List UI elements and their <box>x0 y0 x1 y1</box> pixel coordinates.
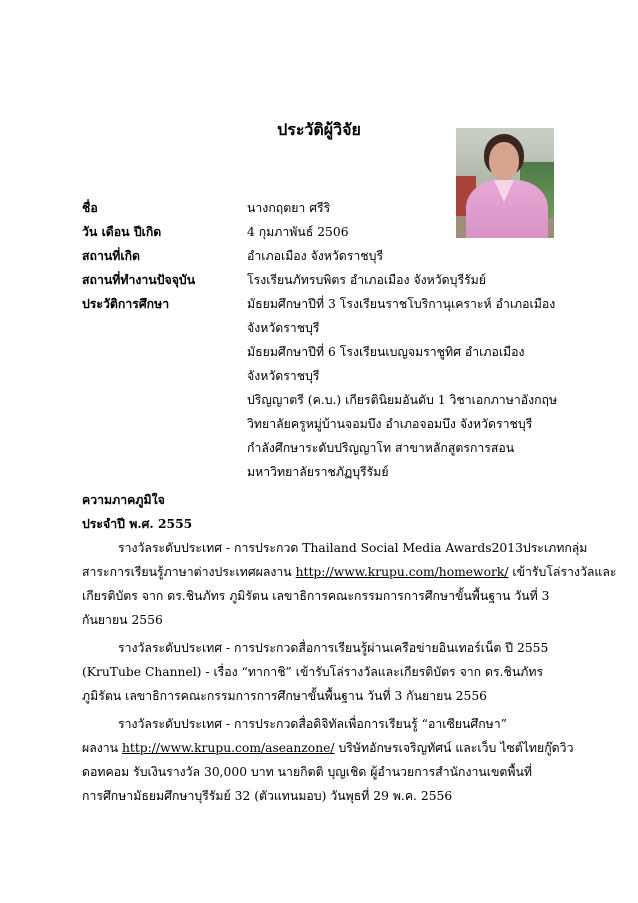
award-3-line: การศึกษามัธยมศึกษาบุรีรัมย์ 32 (ตัวแทนมอบ) วันพุธที่ 29 พ.ค. 2556 <box>82 789 453 803</box>
award-3-line: ผลงาน http://www.krupu.com/aseanzone/ บริษัทอักษรเจริญทัศน์ และเว็บ ไซต์ไทยกู๊ดวิว <box>82 741 574 755</box>
name-value: นางกฤตยา ศรีริ <box>247 201 331 215</box>
birthplace-label: สถานที่เกิด <box>82 248 141 263</box>
workplace-label: สถานที่ทำงานปัจจุบัน <box>82 272 196 287</box>
education-line: มัธยมศึกษาปีที่ 6 โรงเรียนเบญจมราชูทิศ อำเภอเมือง <box>247 345 525 359</box>
researcher-photo <box>456 128 554 238</box>
page-title: ประวัติผู้วิจัย <box>277 120 361 139</box>
education-line: วิทยาลัยครูหมู่บ้านจอมบึง อำเภอจอมบึง จังหวัดราชบุรี <box>247 417 533 431</box>
education-line: กำลังศึกษาระดับปริญญาโท สาขาหลักสูตรการสอน <box>247 441 515 455</box>
education-line: จังหวัดราชบุรี <box>247 369 320 383</box>
education-line: จังหวัดราชบุรี <box>247 321 320 335</box>
award-3-line: ดอทคอม รับเงินรางวัล 30,000 บาท นายกิตติ บุญเชิด ผู้อำนวยการสำนักงานเขตพื้นที่ <box>82 765 532 779</box>
name-label: ชื่อ <box>82 200 98 215</box>
award-1-line: เกียรติบัตร จาก ดร.ชินภัทร ภูมิรัตน เลขาธิการคณะกรรมการการศึกษาขั้นพื้นฐาน วันที่ 3 <box>82 589 550 603</box>
pride-heading: ความภาคภูมิใจ <box>82 492 165 507</box>
award-1-line: กันยายน 2556 <box>82 613 163 627</box>
workplace-value: โรงเรียนภัทรบพิตร อำเภอเมือง จังหวัดบุรีรัมย์ <box>247 273 486 287</box>
education-line: มหาวิทยาลัยราชภัฏบุรีรัมย์ <box>247 465 389 479</box>
award-1-line: รางวัลระดับประเทศ - การประกวด Thailand Social Media Awards2013ประเภทกลุ่ม <box>118 541 588 555</box>
education-label: ประวัติการศึกษา <box>82 296 170 311</box>
education-line: มัธยมศึกษาปีที่ 3 โรงเรียนราชโบริกานุเคราะห์ อำเภอเมือง <box>247 297 556 311</box>
award-2-line: รางวัลระดับประเทศ - การประกวดสื่อการเรียนรู้ผ่านเครือข่ายอินเทอร์เน็ต ปี 2555 <box>118 641 549 655</box>
award-1-line: สาระการเรียนรู้ภาษาต่างประเทศผลงาน http://www.krupu.com/homework/ เข้ารับโล่รางวัลและ <box>82 565 617 579</box>
birthplace-value: อำเภอเมือง จังหวัดราชบุรี <box>247 249 384 263</box>
birth-date-value: 4 กุมภาพันธ์ 2506 <box>247 225 349 239</box>
award-2-line: ภูมิรัตน เลขาธิการคณะกรรมการการศึกษาขั้นพื้นฐาน วันที่ 3 กันยายน 2556 <box>82 689 487 703</box>
aseanzone-link[interactable]: http://www.krupu.com/aseanzone/ <box>121 741 335 755</box>
education-line: ปริญญาตรี (ค.บ.) เกียรตินิยมอันดับ 1 วิชาเอกภาษาอังกฤษ <box>247 393 558 407</box>
year-heading: ประจำปี พ.ศ. 2555 <box>82 516 193 531</box>
birth-date-label: วัน เดือน ปีเกิด <box>82 224 162 239</box>
homework-link[interactable]: http://www.krupu.com/homework/ <box>295 565 509 579</box>
award-3-line: รางวัลระดับประเทศ - การประกวดสื่อดิจิทัลเพื่อการเรียนรู้ “อาเซียนศึกษา” <box>118 717 507 731</box>
award-2-line: (KruTube Channel) - เรื่อง “ทากาชิ” เข้ารับโล่รางวัลและเกียรติบัตร จาก ดร.ชินภัทร <box>82 665 544 679</box>
